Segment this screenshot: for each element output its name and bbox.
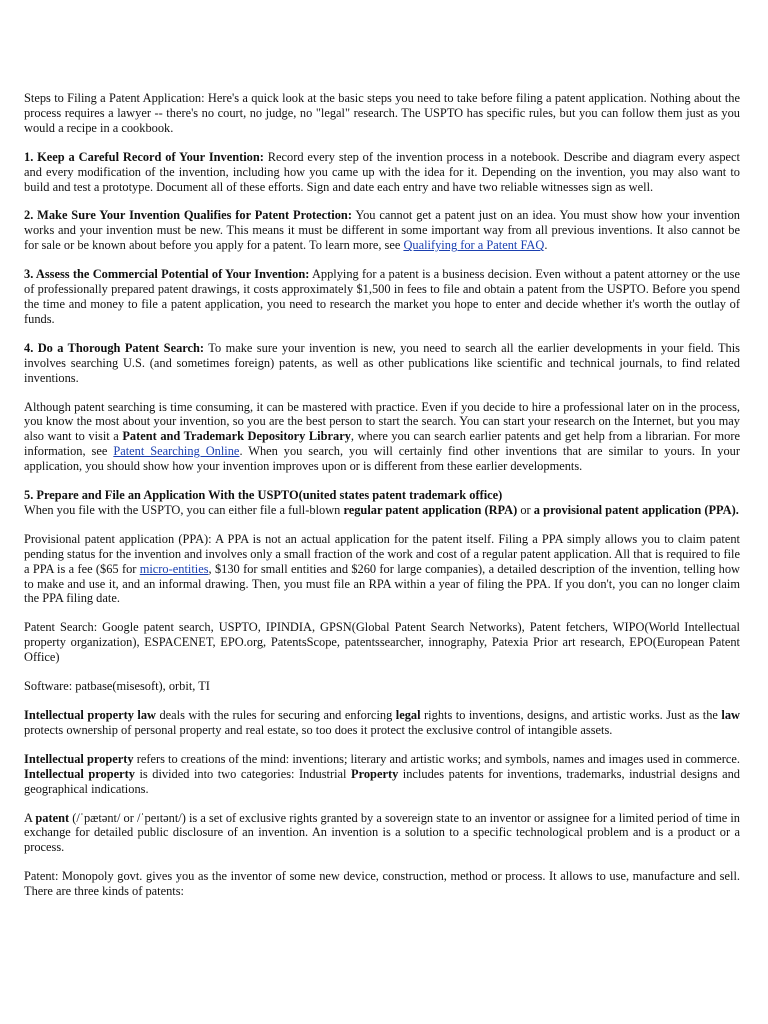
- rpa-term: regular patent application (RPA): [343, 502, 518, 517]
- patent-def-text-1: A: [24, 810, 36, 825]
- ip-law-text-1: deals with the rules for securing and enforcing: [156, 708, 396, 722]
- ip-term-2: Intellectual property: [24, 766, 135, 781]
- patent-definition-paragraph: [24, 811, 740, 856]
- patent-search-text: Patent Search: Google patent search, USPTO, IPINDIA, GPSN(Global Patent Search Networks), Patent fetchers, WIPO(World Intellectual property organization), ESPACENET, EPO.org, PatentsScope, patentssearcher, innography, Patexia Prior art research, EPO(European Patent Office): [24, 620, 740, 665]
- searching-text-3: . When you search, you will certainly find other inventions that are similar to yours. In your application, you should show how your invention improves upon or is different from these earlier developments.: [24, 444, 740, 474]
- step-3-text: Applying for a patent is a business decision. Even without a patent attorney or the use of professionally prepared patent drawings, it costs approximately $1,500 in fees to file and obtain a patent from the USPTO. Before you spend the time and money to file a patent application, you need to research the market you hope to enter and decide whether it's worth the outlay of funds.: [24, 267, 740, 326]
- software-text: Software: patbase(misesoft), orbit, TI: [24, 679, 210, 694]
- property-term: Property: [351, 766, 399, 781]
- monopoly-text: Patent: Monopoly govt. gives you as the inventor of some new device, construction, method or process. It allows to use, manufacture and sell. There are three kinds of patents:: [24, 869, 740, 899]
- patent-search-paragraph: [24, 620, 740, 665]
- ip-law-text-3: protects ownership of personal property and real estate, so too does it protect the exclusive control of intangible assets.: [24, 722, 613, 737]
- monopoly-paragraph: [24, 869, 740, 899]
- step-5-paragraph: [24, 488, 740, 518]
- ppa-text-2: , $130 for small entities and $260 for large companies), a detailed description of the invention, telling how to make and use it, and an informal drawing. Then, you must file an RPA within a year of filing the PPA. If you don't, you can no longer claim the PPA filing date.: [24, 561, 740, 606]
- ppa-term: a provisional patent application (PPA).: [533, 502, 739, 517]
- step-1-paragraph: [24, 150, 740, 195]
- step-2-heading: 2. Make Sure Your Invention Qualifies for Patent Protection:: [24, 208, 352, 223]
- intro-text: Steps to Filing a Patent Application: Here's a quick look at the basic steps you need to take before filing a patent application. Nothing about the process requires a lawyer -- there's no court, no judge, no "legal" research. The USPTO has specific rules, but you can follow them just as you would a recipe in a cookbook.: [24, 91, 740, 135]
- step-5-text-1: When you file with the USPTO, you can either file a full-blown: [24, 502, 344, 517]
- ip-text-1: refers to creations of the mind: inventions; literary and artistic works; and symbols, names and images used in commerce.: [133, 751, 740, 766]
- law-term: law: [721, 708, 740, 722]
- ip-paragraph: [24, 752, 740, 797]
- searching-text-2: , where you can search earlier patents and get help from a librarian. For more information, see: [24, 429, 740, 459]
- ip-text-2: is divided into two categories: Industrial: [134, 766, 352, 781]
- depository-library: Patent and Trademark Depository Library: [122, 429, 351, 444]
- document-page: [24, 91, 740, 899]
- ip-law-text-2: rights to inventions, designs, and artistic works. Just as the: [420, 708, 722, 722]
- step-4-text: To make sure your invention is new, you need to search all the earlier developments in your field. This involves searching U.S. (and sometimes foreign) patents, as well as other publications like scientific and technical journals, to find related inventions.: [24, 340, 740, 385]
- searching-text-1: Although patent searching is time consuming, it can be mastered with practice. Even if you decide to hire a professional later on in the process, you know the most about your invention, so you are the best person to start the search. You can start your research on the Internet, but you may also want to visit a: [24, 399, 740, 444]
- qualifying-faq-link[interactable]: Qualifying for a Patent FAQ: [403, 238, 545, 253]
- ip-term-1: Intellectual property: [24, 751, 134, 766]
- patent-term: patent: [35, 810, 70, 825]
- patent-def-text-2: (/ˈpætənt/ or /ˈpeɪtənt/) is a set of exclusive rights granted by a sovereign state to an inventor or assignee for a limited period of time in exchange for detailed public disclosure of an invention. An invention is a solution to a specific technological problem and is a product or a process.: [24, 810, 740, 855]
- patent-searching-paragraph: [24, 400, 740, 475]
- ip-text-3: includes patents for inventions, trademarks, industrial designs and geographical indications.: [24, 766, 740, 796]
- step-4-heading: 4. Do a Thorough Patent Search:: [24, 340, 205, 355]
- micro-entities-link[interactable]: micro-entities: [139, 561, 209, 576]
- step-5-text-2: or: [517, 502, 534, 517]
- step-4-paragraph: [24, 341, 740, 386]
- step-1-heading: 1. Keep a Careful Record of Your Invention:: [24, 149, 264, 164]
- ip-law-paragraph: [24, 708, 740, 738]
- ppa-text-1: Provisional patent application (PPA): A PPA is not an actual application for the patent itself. Filing a PPA simply allows you to claim patent pending status for the invention and involves only a small fraction of the work and cost of a regular patent application. All that is required to file a PPA is a fee ($65 for: [24, 531, 740, 576]
- step-1-text: Record every step of the invention process in a notebook. Describe and diagram every aspect and every modification of the invention, including how you came up with the idea for it. Depending on the invention, you may also want to build and test a prototype. Document all of these efforts. Sign and date each entry and have two reliable witnesses sign as well.: [24, 149, 740, 194]
- intro-paragraph: [24, 91, 740, 136]
- software-paragraph: [24, 679, 740, 694]
- step-3-paragraph: [24, 267, 740, 327]
- step-2-text: You cannot get a patent just on an idea. You must show how your invention works and your invention must be new. This means it must be different in some important way from all previous inventions. It also cannot be for sale or be known about before you apply for a patent. To learn more, see: [24, 208, 741, 253]
- step-2-end: .: [544, 238, 548, 253]
- step-2-paragraph: [24, 208, 740, 253]
- step-3-heading: 3. Assess the Commercial Potential of Your Invention:: [24, 267, 310, 282]
- legal-term: legal: [395, 708, 421, 722]
- ip-law-term: Intellectual property law: [24, 708, 156, 722]
- step-5-heading: 5. Prepare and File an Application With the USPTO(united states patent trademark office): [24, 488, 503, 503]
- patent-searching-online-link[interactable]: Patent Searching Online: [113, 444, 240, 459]
- ppa-paragraph: [24, 532, 740, 607]
